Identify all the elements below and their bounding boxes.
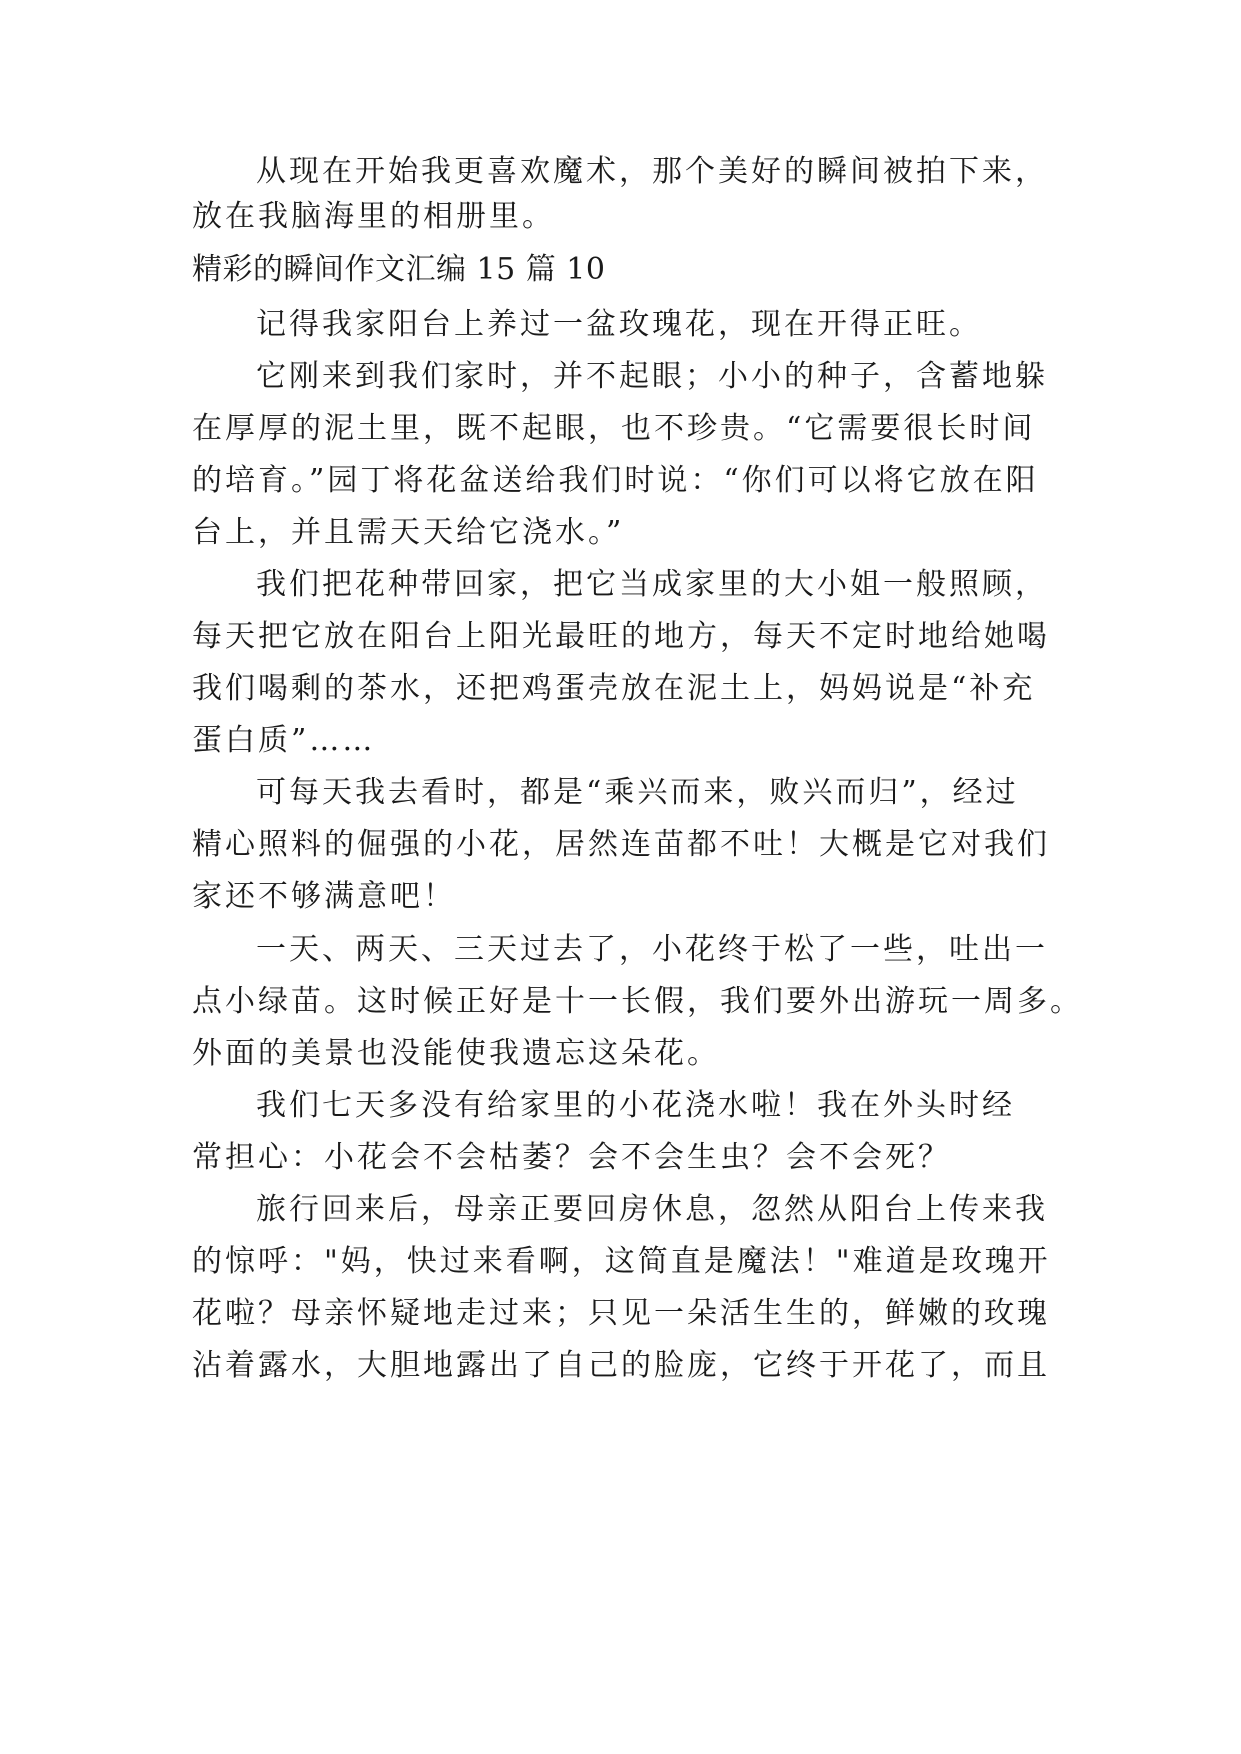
paragraph-line: 沾着露水，大胆地露出了自己的脸庞，它终于开花了，而且 bbox=[192, 1348, 1050, 1383]
paragraph-line: 外面的美景也没能使我遗忘这朵花。 bbox=[192, 1036, 720, 1071]
paragraph-line: 旅行回来后，母亲正要回房休息，忽然从阳台上传来我 bbox=[256, 1192, 1048, 1227]
paragraph-line: 的惊呼："妈，快过来看啊，这简直是魔法！"难道是玫瑰开 bbox=[192, 1244, 1051, 1279]
paragraph-line: 台上，并且需天天给它浇水。” bbox=[192, 515, 625, 550]
paragraph-line: 我们把花种带回家，把它当成家里的大小姐一般照顾， bbox=[256, 567, 1048, 602]
paragraph-line: 从现在开始我更喜欢魔术，那个美好的瞬间被拍下来， bbox=[256, 154, 1048, 189]
paragraph-line: 每天把它放在阳台上阳光最旺的地方，每天不定时地给她喝 bbox=[192, 619, 1050, 654]
paragraph-line: 花啦？母亲怀疑地走过来；只见一朵活生生的，鲜嫩的玫瑰 bbox=[192, 1296, 1050, 1331]
paragraph-line: 家还不够满意吧！ bbox=[192, 879, 456, 914]
paragraph-line: 它刚来到我们家时，并不起眼；小小的种子，含蓄地躲 bbox=[256, 359, 1048, 394]
paragraph-line: 常担心：小花会不会枯萎？会不会生虫？会不会死？ bbox=[192, 1140, 951, 1175]
paragraph-line: 蛋白质”…… bbox=[192, 723, 376, 758]
paragraph-line: 的培育。”园丁将花盆送给我们时说：“你们可以将它放在阳 bbox=[192, 463, 1039, 498]
section-heading: 精彩的瞬间作文汇编 15 篇 10 bbox=[192, 252, 606, 287]
paragraph-line: 可每天我去看时，都是“乘兴而来，败兴而归”，经过 bbox=[256, 775, 1019, 810]
paragraph-line: 我们七天多没有给家里的小花浇水啦！我在外头时经 bbox=[256, 1088, 1015, 1123]
paragraph-line: 放在我脑海里的相册里。 bbox=[192, 199, 555, 234]
paragraph-line: 精心照料的倔强的小花，居然连苗都不吐！大概是它对我们 bbox=[192, 827, 1050, 862]
paragraph-line: 我们喝剩的茶水，还把鸡蛋壳放在泥土上，妈妈说是“补充 bbox=[192, 671, 1036, 706]
paragraph-line: 记得我家阳台上养过一盆玫瑰花，现在开得正旺。 bbox=[256, 307, 982, 342]
paragraph-line: 一天、两天、三天过去了，小花终于松了一些，吐出一 bbox=[256, 932, 1048, 967]
paragraph-line: 点小绿苗。这时候正好是十一长假，我们要外出游玩一周多。 bbox=[192, 984, 1083, 1019]
paragraph-line: 在厚厚的泥土里，既不起眼，也不珍贵。“它需要很长时间 bbox=[192, 411, 1036, 446]
